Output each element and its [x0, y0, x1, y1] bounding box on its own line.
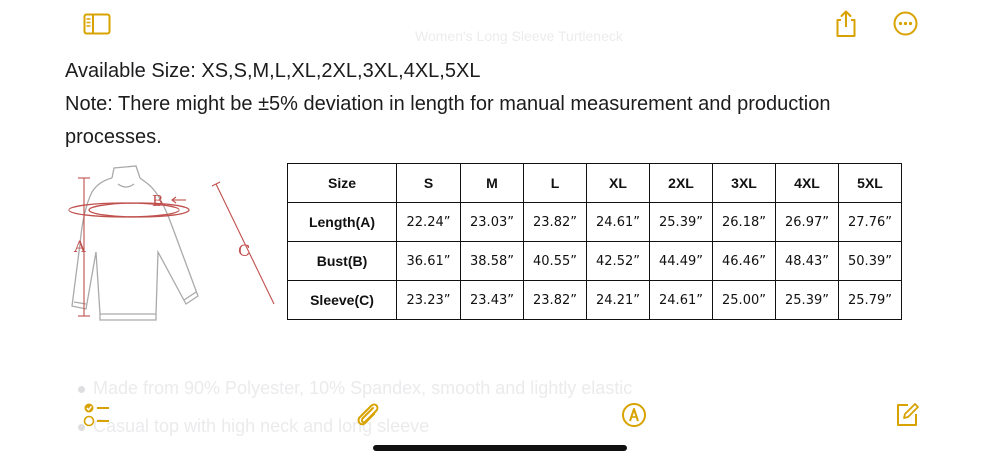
table-cell: 25.39”	[776, 281, 839, 320]
table-cell: 22.24”	[397, 203, 461, 242]
row-label: Length(A)	[288, 203, 397, 242]
available-sizes-text: Available Size: XS,S,M,L,XL,2XL,3XL,4XL,5XL	[65, 60, 481, 82]
table-cell: 24.61”	[650, 281, 713, 320]
table-header-cell: XL	[587, 164, 650, 203]
diagram-label-c: C	[238, 241, 251, 260]
table-cell: 46.46”	[713, 242, 776, 281]
table-cell: 26.97”	[776, 203, 839, 242]
table-cell: 38.58”	[461, 242, 524, 281]
row-label: Sleeve(C)	[288, 281, 397, 320]
paperclip-icon[interactable]	[355, 400, 381, 428]
table-cell: 23.03”	[461, 203, 524, 242]
table-cell: 25.79”	[839, 281, 902, 320]
size-chart-table	[287, 163, 902, 320]
note-text: Note: There might be ±5% deviation in length for manual measurement and production	[65, 93, 831, 115]
table-cell: 44.49”	[650, 242, 713, 281]
table-cell: 24.61”	[587, 203, 650, 242]
bullet-dot-icon	[78, 386, 85, 393]
table-header-cell: L	[524, 164, 587, 203]
table-cell: 26.18”	[713, 203, 776, 242]
list-item: Casual top with high neck and long sleeve	[78, 416, 429, 437]
measurement-diagram-image	[64, 164, 286, 332]
table-header-cell: 5XL	[839, 164, 902, 203]
table-header-cell: Size	[288, 164, 397, 203]
diagram-label-b: B	[152, 192, 164, 210]
table-header-cell: M	[461, 164, 524, 203]
sidebar-icon[interactable]	[83, 13, 111, 35]
table-row	[288, 203, 902, 242]
markup-icon[interactable]	[621, 402, 647, 428]
table-cell: 23.43”	[461, 281, 524, 320]
table-cell: 42.52”	[587, 242, 650, 281]
table-header-cell: S	[397, 164, 461, 203]
table-cell: 36.61”	[397, 242, 461, 281]
table-cell: 24.21”	[587, 281, 650, 320]
table-cell: 40.55”	[524, 242, 587, 281]
table-cell: 23.82”	[524, 281, 587, 320]
table-header-cell: 4XL	[776, 164, 839, 203]
checklist-icon[interactable]	[83, 402, 111, 428]
table-cell: 23.82”	[524, 203, 587, 242]
table-cell: 25.00”	[713, 281, 776, 320]
home-indicator[interactable]	[373, 445, 627, 451]
diagram-label-a: A	[74, 237, 86, 256]
table-header-cell: 2XL	[650, 164, 713, 203]
more-icon[interactable]	[893, 11, 918, 36]
list-item: Made from 90% Polyester, 10% Spandex, smooth and lightly elastic	[78, 378, 632, 399]
row-label: Bust(B)	[288, 242, 397, 281]
table-header-cell: 3XL	[713, 164, 776, 203]
table-cell: 27.76”	[839, 203, 902, 242]
table-cell: 48.43”	[776, 242, 839, 281]
compose-icon[interactable]	[894, 402, 920, 428]
table-cell: 23.23”	[397, 281, 461, 320]
table-row	[288, 281, 902, 320]
note-title-faded: Women's Long Sleeve Turtleneck	[415, 28, 623, 44]
table-cell: 25.39”	[650, 203, 713, 242]
share-icon[interactable]	[834, 9, 858, 39]
note-text-continued: processes.	[65, 126, 162, 148]
table-cell: 50.39”	[839, 242, 902, 281]
table-header-row	[288, 164, 902, 203]
table-row	[288, 242, 902, 281]
